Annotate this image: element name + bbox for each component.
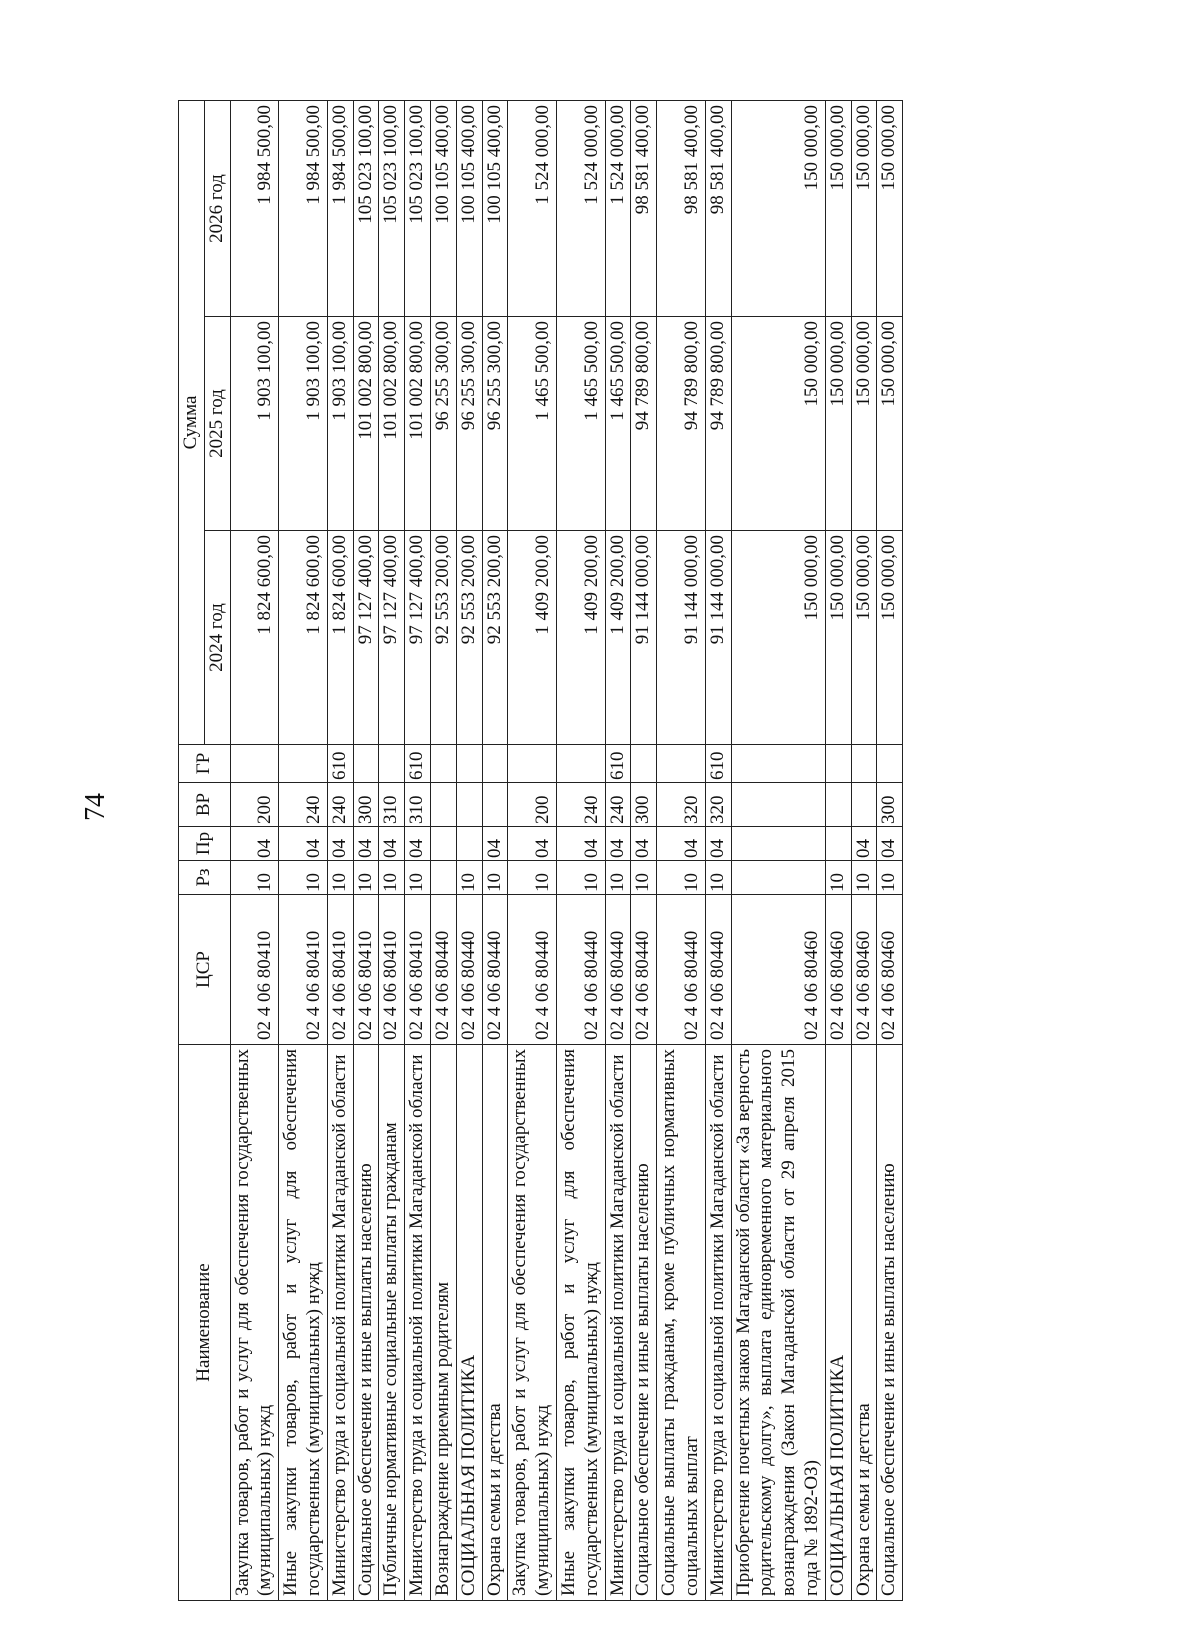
row-amount-2024: 1 824 600,00 [230, 531, 279, 745]
row-name-cell: Социальное обеспечение и иные выплаты населению [877, 1045, 903, 1601]
table-row [456, 101, 482, 1601]
row-amount-2025: 150 000,00 [851, 317, 877, 531]
row-amount-2024: 91 144 000,00 [631, 531, 657, 745]
row-amount-2025: 1 903 100,00 [230, 317, 279, 531]
row-pr-cell: 04 [631, 827, 657, 861]
row-vr-cell: 240 [327, 783, 353, 827]
header-year-2026: 2026 год [204, 101, 230, 317]
row-name-cell: Социальные выплаты гражданам, кроме публичных нормативных социальных выплат [657, 1045, 706, 1601]
budget-table [178, 100, 903, 1601]
row-rz-cell: 10 [508, 861, 557, 895]
row-amount-2026: 1 984 500,00 [230, 101, 279, 317]
header-year-2024: 2024 год [204, 531, 230, 745]
row-gr-cell [657, 745, 706, 783]
header-csr: ЦСР [179, 895, 231, 1045]
row-name-cell: Министерство труда и социальной политики Магаданской области [327, 1045, 353, 1601]
row-amount-2024: 150 000,00 [825, 531, 851, 745]
row-vr-cell [456, 783, 482, 827]
table-row [230, 101, 279, 1601]
row-amount-2026: 150 000,00 [825, 101, 851, 317]
row-gr-cell [851, 745, 877, 783]
row-csr-cell: 02 4 06 80440 [508, 895, 557, 1045]
table-row [605, 101, 631, 1601]
row-csr-cell: 02 4 06 80460 [731, 895, 825, 1045]
row-rz-cell: 10 [657, 861, 706, 895]
row-amount-2024: 1 409 200,00 [605, 531, 631, 745]
row-gr-cell [825, 745, 851, 783]
row-pr-cell: 04 [353, 827, 379, 861]
row-amount-2025: 101 002 800,00 [379, 317, 405, 531]
row-gr-cell: 610 [705, 745, 731, 783]
row-amount-2024: 92 553 200,00 [456, 531, 482, 745]
row-csr-cell: 02 4 06 80440 [556, 895, 605, 1045]
row-amount-2026: 150 000,00 [877, 101, 903, 317]
row-rz-cell: 10 [631, 861, 657, 895]
row-amount-2026: 1 984 500,00 [327, 101, 353, 317]
row-pr-cell: 04 [327, 827, 353, 861]
row-vr-cell: 200 [230, 783, 279, 827]
header-year-2025: 2025 год [204, 317, 230, 531]
row-name-cell: Публичные нормативные социальные выплаты гражданам [379, 1045, 405, 1601]
row-amount-2026: 1 984 500,00 [279, 101, 328, 317]
row-csr-cell: 02 4 06 80410 [379, 895, 405, 1045]
row-amount-2025: 96 255 300,00 [456, 317, 482, 531]
row-pr-cell: 04 [605, 827, 631, 861]
row-vr-cell [482, 783, 508, 827]
row-rz-cell: 10 [705, 861, 731, 895]
row-pr-cell: 04 [279, 827, 328, 861]
row-amount-2026: 1 524 000,00 [556, 101, 605, 317]
row-vr-cell: 320 [657, 783, 706, 827]
table-row [353, 101, 379, 1601]
row-vr-cell [731, 783, 825, 827]
table-body [230, 101, 903, 1601]
row-name-cell: Министерство труда и социальной политики Магаданской области [405, 1045, 431, 1601]
row-rz-cell: 10 [353, 861, 379, 895]
row-amount-2025: 94 789 800,00 [631, 317, 657, 531]
row-amount-2025: 101 002 800,00 [405, 317, 431, 531]
row-rz-cell: 10 [825, 861, 851, 895]
row-name-cell: Социальное обеспечение и иные выплаты населению [353, 1045, 379, 1601]
row-vr-cell: 240 [556, 783, 605, 827]
row-vr-cell: 300 [353, 783, 379, 827]
row-amount-2026: 100 105 400,00 [456, 101, 482, 317]
row-amount-2026: 98 581 400,00 [657, 101, 706, 317]
table-row [430, 101, 456, 1601]
row-pr-cell: 04 [482, 827, 508, 861]
row-rz-cell: 10 [556, 861, 605, 895]
row-gr-cell [456, 745, 482, 783]
row-amount-2025: 1 465 500,00 [556, 317, 605, 531]
row-gr-cell [631, 745, 657, 783]
row-gr-cell [353, 745, 379, 783]
row-pr-cell: 04 [657, 827, 706, 861]
row-amount-2026: 105 023 100,00 [353, 101, 379, 317]
row-amount-2024: 1 824 600,00 [279, 531, 328, 745]
row-vr-cell: 300 [877, 783, 903, 827]
table-row [279, 101, 328, 1601]
row-name-cell: СОЦИАЛЬНАЯ ПОЛИТИКА [456, 1045, 482, 1601]
row-amount-2024: 92 553 200,00 [482, 531, 508, 745]
row-vr-cell: 200 [508, 783, 557, 827]
row-pr-cell: 04 [508, 827, 557, 861]
row-pr-cell: 04 [379, 827, 405, 861]
row-amount-2026: 100 105 400,00 [430, 101, 456, 317]
row-amount-2025: 150 000,00 [825, 317, 851, 531]
row-pr-cell: 04 [877, 827, 903, 861]
row-gr-cell [482, 745, 508, 783]
row-name-cell: СОЦИАЛЬНАЯ ПОЛИТИКА [825, 1045, 851, 1601]
row-rz-cell: 10 [482, 861, 508, 895]
row-vr-cell: 240 [605, 783, 631, 827]
row-csr-cell: 02 4 06 80440 [705, 895, 731, 1045]
row-csr-cell: 02 4 06 80460 [825, 895, 851, 1045]
table-row [657, 101, 706, 1601]
table-row [851, 101, 877, 1601]
row-amount-2025: 101 002 800,00 [353, 317, 379, 531]
table-header [179, 101, 231, 1601]
row-csr-cell: 02 4 06 80410 [230, 895, 279, 1045]
row-vr-cell: 310 [379, 783, 405, 827]
row-amount-2024: 91 144 000,00 [657, 531, 706, 745]
row-gr-cell [279, 745, 328, 783]
table-row [482, 101, 508, 1601]
row-amount-2024: 150 000,00 [877, 531, 903, 745]
row-pr-cell [825, 827, 851, 861]
row-name-cell: Иные закупки товаров, работ и услуг для обеспечения государственных (муниципальных) нужд [279, 1045, 328, 1601]
row-pr-cell: 04 [405, 827, 431, 861]
row-amount-2024: 97 127 400,00 [379, 531, 405, 745]
row-vr-cell: 300 [631, 783, 657, 827]
row-csr-cell: 02 4 06 80440 [631, 895, 657, 1045]
row-csr-cell: 02 4 06 80410 [353, 895, 379, 1045]
row-csr-cell: 02 4 06 80440 [482, 895, 508, 1045]
row-amount-2024: 92 553 200,00 [430, 531, 456, 745]
row-gr-cell [379, 745, 405, 783]
row-amount-2024: 97 127 400,00 [405, 531, 431, 745]
row-amount-2026: 98 581 400,00 [705, 101, 731, 317]
row-rz-cell: 10 [230, 861, 279, 895]
row-csr-cell: 02 4 06 80410 [327, 895, 353, 1045]
table-row [508, 101, 557, 1601]
table-row [556, 101, 605, 1601]
row-pr-cell: 04 [230, 827, 279, 861]
row-name-cell: Иные закупки товаров, работ и услуг для обеспечения государственных (муниципальных) нужд [556, 1045, 605, 1601]
row-csr-cell: 02 4 06 80460 [877, 895, 903, 1045]
row-vr-cell [430, 783, 456, 827]
row-amount-2024: 91 144 000,00 [705, 531, 731, 745]
row-csr-cell: 02 4 06 80410 [279, 895, 328, 1045]
row-amount-2025: 1 903 100,00 [279, 317, 328, 531]
row-gr-cell [230, 745, 279, 783]
row-rz-cell: 10 [877, 861, 903, 895]
row-rz-cell: 10 [456, 861, 482, 895]
header-vr: ВР [179, 783, 231, 827]
table-row [731, 101, 825, 1601]
row-amount-2026: 100 105 400,00 [482, 101, 508, 317]
header-pr: Пр [179, 827, 231, 861]
row-name-cell: Закупка товаров, работ и услуг для обеспечения государственных (муниципальных) нужд [508, 1045, 557, 1601]
row-csr-cell: 02 4 06 80440 [657, 895, 706, 1045]
header-gr: ГР [179, 745, 231, 783]
table-row [631, 101, 657, 1601]
row-gr-cell: 610 [327, 745, 353, 783]
row-rz-cell: 10 [327, 861, 353, 895]
row-gr-cell [430, 745, 456, 783]
row-csr-cell: 02 4 06 80410 [405, 895, 431, 1045]
row-amount-2026: 105 023 100,00 [405, 101, 431, 317]
row-gr-cell: 610 [605, 745, 631, 783]
table-row [379, 101, 405, 1601]
row-amount-2026: 105 023 100,00 [379, 101, 405, 317]
row-csr-cell: 02 4 06 80440 [456, 895, 482, 1045]
row-amount-2026: 1 524 000,00 [508, 101, 557, 317]
row-csr-cell: 02 4 06 80460 [851, 895, 877, 1045]
row-name-cell: Охрана семьи и детства [851, 1045, 877, 1601]
row-name-cell: Закупка товаров, работ и услуг для обеспечения государственных (муниципальных) нужд [230, 1045, 279, 1601]
row-amount-2024: 97 127 400,00 [353, 531, 379, 745]
row-gr-cell [731, 745, 825, 783]
row-pr-cell: 04 [556, 827, 605, 861]
row-amount-2025: 1 903 100,00 [327, 317, 353, 531]
row-amount-2025: 94 789 800,00 [705, 317, 731, 531]
table-row [825, 101, 851, 1601]
row-amount-2024: 1 824 600,00 [327, 531, 353, 745]
row-name-cell: Приобретение почетных знаков Магаданской области «За верность родительскому долгу», выплата единовременного материального вознаграждения (Закон Магаданской области от 29 апреля 2015 года № 1892-ОЗ) [731, 1045, 825, 1601]
row-amount-2026: 150 000,00 [731, 101, 825, 317]
header-sum: Сумма [179, 101, 205, 745]
row-amount-2025: 94 789 800,00 [657, 317, 706, 531]
row-pr-cell: 04 [851, 827, 877, 861]
row-rz-cell [430, 861, 456, 895]
row-amount-2024: 1 409 200,00 [556, 531, 605, 745]
page-number: 74 [80, 793, 111, 821]
row-rz-cell: 10 [379, 861, 405, 895]
row-rz-cell: 10 [605, 861, 631, 895]
row-amount-2026: 1 524 000,00 [605, 101, 631, 317]
row-rz-cell: 10 [405, 861, 431, 895]
row-name-cell: Министерство труда и социальной политики Магаданской области [605, 1045, 631, 1601]
row-amount-2026: 150 000,00 [851, 101, 877, 317]
row-amount-2024: 1 409 200,00 [508, 531, 557, 745]
row-name-cell: Социальное обеспечение и иные выплаты населению [631, 1045, 657, 1601]
row-csr-cell: 02 4 06 80440 [605, 895, 631, 1045]
row-amount-2025: 96 255 300,00 [482, 317, 508, 531]
row-vr-cell [825, 783, 851, 827]
row-pr-cell: 04 [705, 827, 731, 861]
row-pr-cell [731, 827, 825, 861]
row-vr-cell: 240 [279, 783, 328, 827]
row-gr-cell [556, 745, 605, 783]
table-row [405, 101, 431, 1601]
row-amount-2025: 150 000,00 [877, 317, 903, 531]
row-rz-cell: 10 [279, 861, 328, 895]
row-amount-2024: 150 000,00 [851, 531, 877, 745]
row-vr-cell: 310 [405, 783, 431, 827]
rotated-table-container [178, 101, 1058, 1601]
row-amount-2024: 150 000,00 [731, 531, 825, 745]
row-amount-2025: 96 255 300,00 [430, 317, 456, 531]
table-row [705, 101, 731, 1601]
row-name-cell: Вознаграждение приемным родителям [430, 1045, 456, 1601]
row-amount-2025: 150 000,00 [731, 317, 825, 531]
table-row [327, 101, 353, 1601]
row-amount-2025: 1 465 500,00 [605, 317, 631, 531]
row-amount-2026: 98 581 400,00 [631, 101, 657, 317]
row-name-cell: Охрана семьи и детства [482, 1045, 508, 1601]
row-gr-cell: 610 [405, 745, 431, 783]
row-name-cell: Министерство труда и социальной политики Магаданской области [705, 1045, 731, 1601]
header-name: Наименование [179, 1045, 231, 1601]
row-gr-cell [508, 745, 557, 783]
row-rz-cell: 10 [851, 861, 877, 895]
row-rz-cell [731, 861, 825, 895]
table-row [877, 101, 903, 1601]
row-gr-cell [877, 745, 903, 783]
row-csr-cell: 02 4 06 80440 [430, 895, 456, 1045]
row-pr-cell [456, 827, 482, 861]
header-rz: Рз [179, 861, 231, 895]
row-vr-cell: 320 [705, 783, 731, 827]
row-vr-cell [851, 783, 877, 827]
row-pr-cell [430, 827, 456, 861]
row-amount-2025: 1 465 500,00 [508, 317, 557, 531]
